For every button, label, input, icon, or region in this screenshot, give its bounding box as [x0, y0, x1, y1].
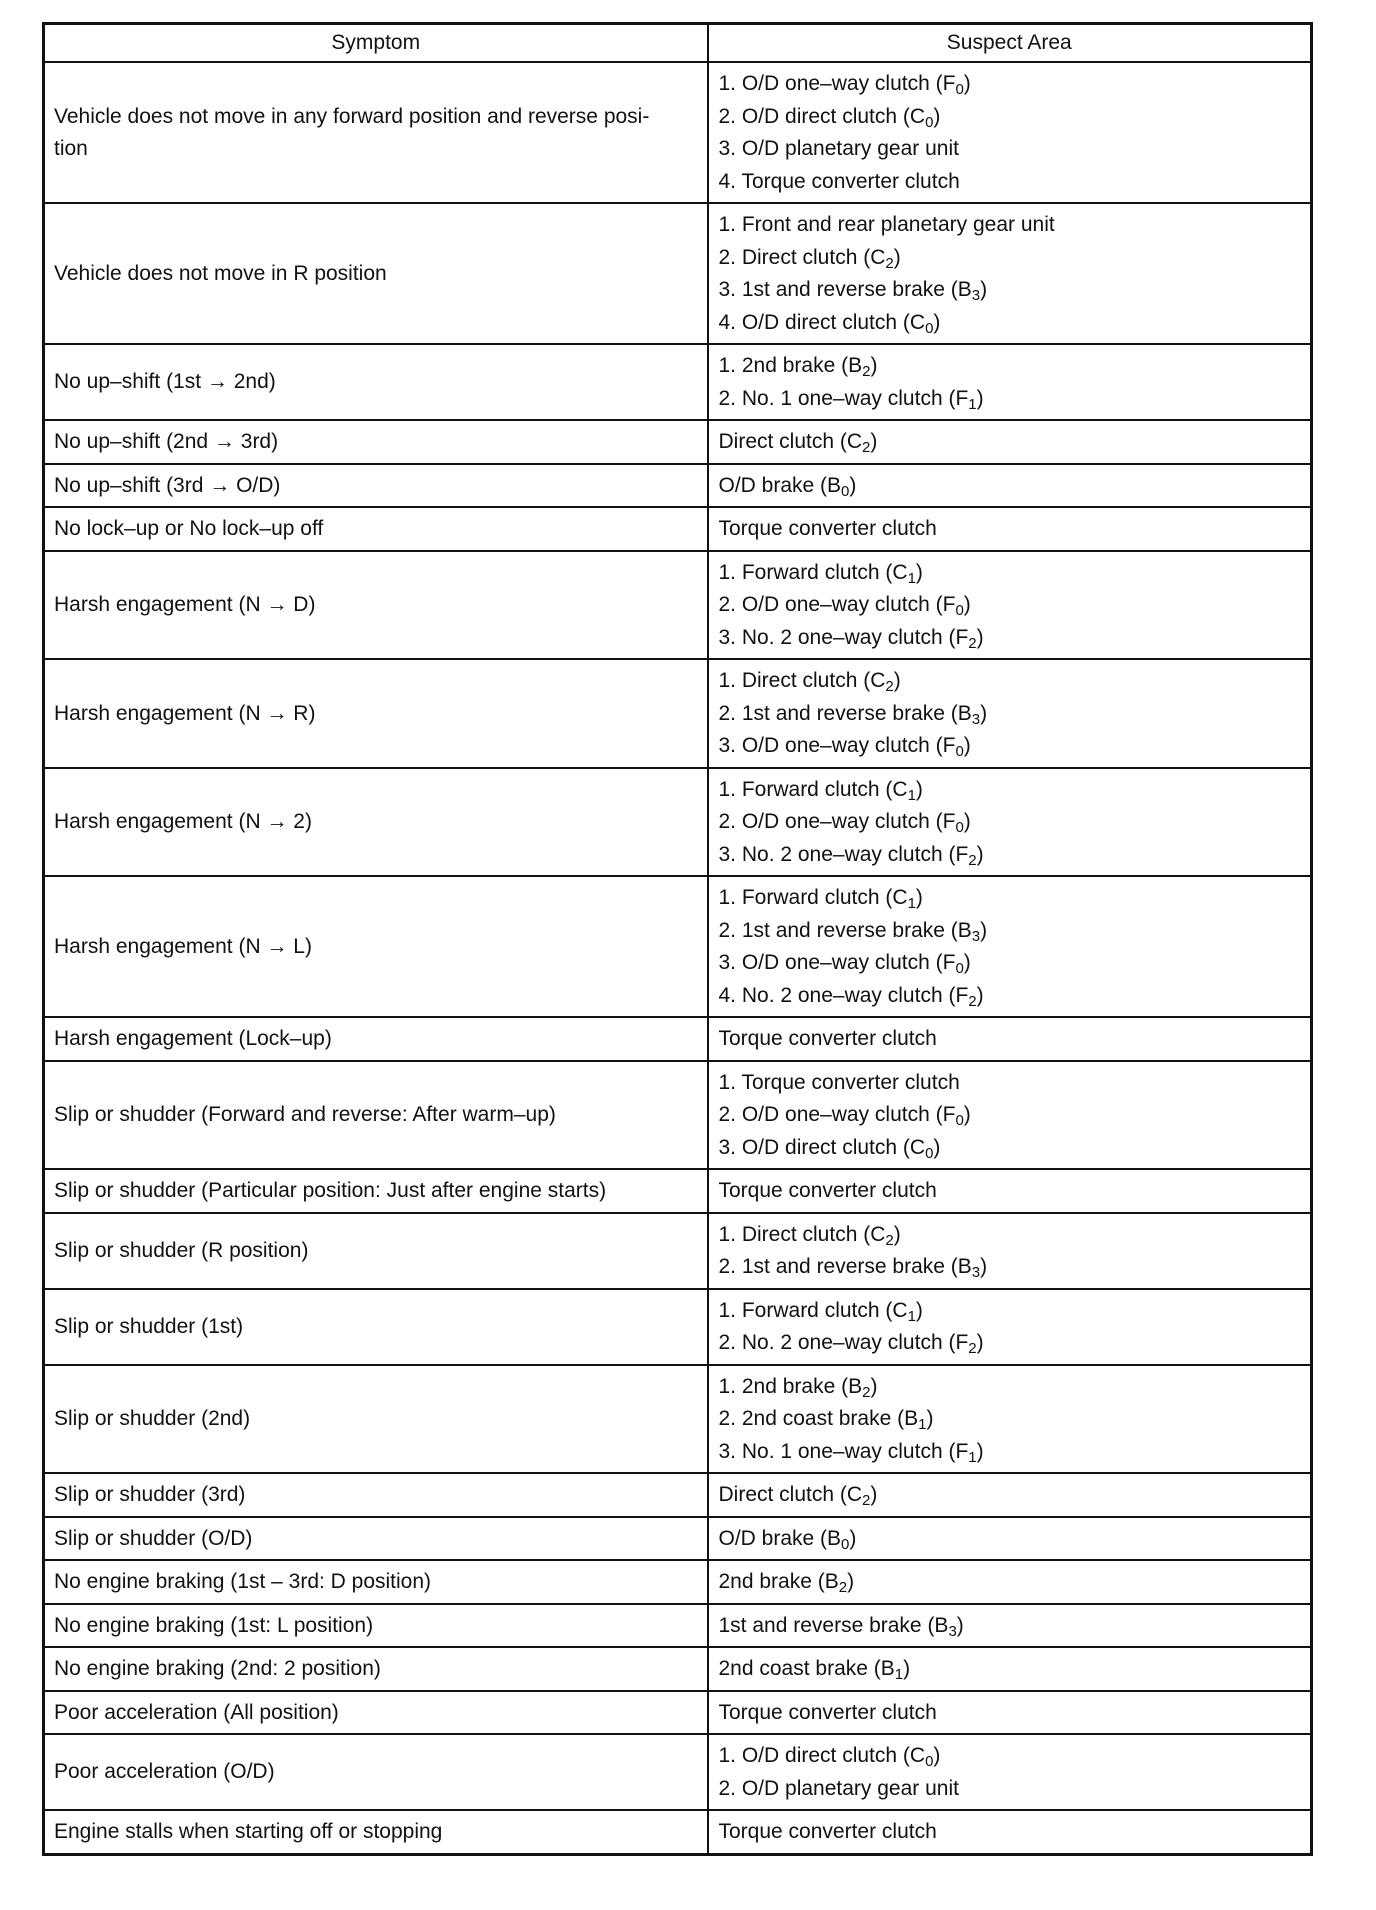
table-row — [44, 1517, 1312, 1561]
suspect-area-item: 3. No. 1 one–way clutch $(F_1)$ — [718, 1439, 984, 1466]
suspect-area-item: Torque converter clutch — [718, 517, 937, 540]
suspect-area-item: 1. 2nd brake $(B_2)$ — [718, 1374, 878, 1401]
suspect-area-item: Direct clutch $(C_2)$ — [718, 430, 878, 456]
symptom-cell: No up–shift (2nd → 3rd) — [44, 420, 708, 464]
suspect-area-item: 2. O/D one–way clutch $(F_0)$ — [718, 1103, 971, 1129]
suspect-area-item: O/D brake $(B_0)$ — [718, 473, 857, 500]
suspect-area-item: 2. O/D direct clutch $(C_0)$ — [718, 104, 941, 131]
symptom-cell: Vehicle does not move in any forward position and reverse posi- tion — [44, 62, 708, 203]
table-header-row — [44, 24, 1312, 63]
suspect-area-item: 2. No. 1 one–way clutch $(F_1)$ — [718, 386, 984, 413]
suspect-area-item: 2. 1st and reverse brake $(B_3)$ — [718, 1255, 988, 1281]
symptom-table — [42, 22, 1313, 1856]
table-row — [44, 507, 1312, 551]
table-row — [44, 1810, 1312, 1854]
suspect-area-item: 3. O/D planetary gear unit — [718, 137, 959, 160]
suspect-area-item: 1. Forward clutch $(C_1)$ — [718, 560, 923, 587]
suspect-area-cell — [708, 1734, 1312, 1810]
table-row — [44, 1604, 1312, 1648]
symptom-cell: Slip or shudder (Particular position: Just after engine starts) — [44, 1169, 708, 1213]
suspect-area-cell — [708, 1473, 1312, 1517]
suspect-area-item: 4. No. 2 one–way clutch $(F_2)$ — [718, 983, 984, 1010]
table-row — [44, 203, 1312, 344]
suspect-area-cell — [708, 1213, 1312, 1289]
symptom-cell: Slip or shudder (1st) — [44, 1289, 708, 1365]
suspect-area-item: 2nd coast brake $(B_1)$ — [718, 1657, 911, 1683]
table-row — [44, 344, 1312, 420]
symptom-cell: Vehicle does not move in R position — [44, 203, 708, 344]
suspect-area-cell — [708, 1169, 1312, 1213]
suspect-area-item: Torque converter clutch — [718, 1820, 937, 1843]
suspect-area-item: 3. O/D direct clutch $(C_0)$ — [718, 1135, 941, 1162]
symptom-cell: No engine braking (2nd: 2 position) — [44, 1647, 708, 1691]
symptom-cell: Slip or shudder (O/D) — [44, 1517, 708, 1561]
suspect-area-item: Torque converter clutch — [718, 1027, 937, 1050]
suspect-area-cell — [708, 659, 1312, 768]
suspect-area-cell — [708, 1647, 1312, 1691]
suspect-area-cell — [708, 768, 1312, 877]
symptom-cell: No up–shift (1st → 2nd) — [44, 344, 708, 420]
suspect-area-item: Torque converter clutch — [718, 1179, 937, 1202]
suspect-area-item: 2. 1st and reverse brake $(B_3)$ — [718, 918, 988, 945]
table-row — [44, 768, 1312, 877]
suspect-area-cell — [708, 1365, 1312, 1474]
suspect-area-item: 2. O/D one–way clutch $(F_0)$ — [718, 593, 971, 619]
table-row — [44, 1365, 1312, 1474]
suspect-area-item: 3. No. 2 one–way clutch $(F_2)$ — [718, 842, 984, 869]
symptom-cell: Harsh engagement (N → R) — [44, 659, 708, 768]
symptom-cell: Slip or shudder (R position) — [44, 1213, 708, 1289]
table-row — [44, 1647, 1312, 1691]
suspect-area-item: 1. O/D one–way clutch $(F_0)$ — [718, 72, 971, 98]
symptom-cell: No engine braking (1st – 3rd: D position) — [44, 1560, 708, 1604]
suspect-area-cell — [708, 344, 1312, 420]
suspect-area-item: Torque converter clutch — [718, 1700, 937, 1724]
symptom-cell: No up–shift (3rd → O/D) — [44, 464, 708, 508]
symptom-cell: No engine braking (1st: L position) — [44, 1604, 708, 1648]
suspect-area-cell — [708, 1810, 1312, 1854]
suspect-area-cell — [708, 62, 1312, 203]
symptom-column-header: Symptom — [44, 24, 708, 63]
suspect-area-item: 1. Direct clutch $(C_2)$ — [718, 1222, 901, 1249]
symptom-cell: Engine stalls when starting off or stopping — [44, 1810, 708, 1854]
suspect-area-column-header: Suspect Area — [708, 24, 1312, 63]
suspect-area-item: 1. Forward clutch $(C_1)$ — [718, 886, 923, 912]
symptom-cell: Slip or shudder (2nd) — [44, 1365, 708, 1474]
table-row — [44, 1169, 1312, 1213]
suspect-area-cell — [708, 876, 1312, 1017]
suspect-area-cell — [708, 1517, 1312, 1561]
table-row — [44, 876, 1312, 1017]
table-body — [44, 62, 1312, 1854]
suspect-area-item: 3. 1st and reverse brake $(B_3)$ — [718, 278, 988, 304]
suspect-area-cell — [708, 203, 1312, 344]
table-row — [44, 1213, 1312, 1289]
suspect-area-item: 1. Torque converter clutch — [718, 1070, 960, 1094]
symptom-cell: No lock–up or No lock–up off — [44, 507, 708, 551]
symptom-cell: Harsh engagement (N → D) — [44, 551, 708, 660]
suspect-area-cell — [708, 1289, 1312, 1365]
suspect-area-item: 1. Forward clutch $(C_1)$ — [718, 1298, 923, 1325]
symptom-cell: Harsh engagement (Lock–up) — [44, 1017, 708, 1061]
suspect-area-cell — [708, 1604, 1312, 1648]
suspect-area-item: 1. Forward clutch $(C_1)$ — [718, 777, 923, 804]
symptom-cell: Harsh engagement (N → L) — [44, 876, 708, 1017]
symptom-cell: Slip or shudder (3rd) — [44, 1473, 708, 1517]
suspect-area-cell — [708, 1061, 1312, 1170]
symptom-cell: Harsh engagement (N → 2) — [44, 768, 708, 877]
suspect-area-cell — [708, 551, 1312, 660]
diagnosis-sheet — [42, 22, 1310, 1856]
suspect-area-item: Direct clutch $(C_2)$ — [718, 1483, 878, 1509]
suspect-area-item: 1. 2nd brake $(B_2)$ — [718, 354, 878, 380]
suspect-area-item: 1st and reverse brake $(B_3)$ — [718, 1613, 964, 1640]
suspect-area-cell — [708, 507, 1312, 551]
table-row — [44, 1473, 1312, 1517]
suspect-area-item: 4. O/D direct clutch $(C_0)$ — [718, 310, 941, 337]
table-row — [44, 1691, 1312, 1735]
suspect-area-item: 3. O/D one–way clutch $(F_0)$ — [718, 734, 971, 760]
table-row — [44, 659, 1312, 768]
suspect-area-item: 1. Front and rear planetary gear unit — [718, 213, 1055, 236]
table-row — [44, 1289, 1312, 1365]
suspect-area-item: 2. No. 2 one–way clutch $(F_2)$ — [718, 1331, 984, 1357]
table-row — [44, 464, 1312, 508]
suspect-area-item: 3. O/D one–way clutch $(F_0)$ — [718, 951, 971, 977]
table-row — [44, 62, 1312, 203]
symptom-cell: Poor acceleration (O/D) — [44, 1734, 708, 1810]
table-row — [44, 420, 1312, 464]
table-row — [44, 1061, 1312, 1170]
suspect-area-item: O/D brake $(B_0)$ — [718, 1526, 857, 1553]
suspect-area-item: 2. O/D planetary gear unit — [718, 1776, 959, 1800]
suspect-area-item: 2. Direct clutch $(C_2)$ — [718, 245, 901, 272]
suspect-area-cell — [708, 464, 1312, 508]
table-row — [44, 551, 1312, 660]
table-row — [44, 1734, 1312, 1810]
suspect-area-cell — [708, 1691, 1312, 1735]
suspect-area-item: 1. O/D direct clutch $(C_0)$ — [718, 1744, 941, 1770]
suspect-area-item: 2nd brake $(B_2)$ — [718, 1570, 855, 1596]
suspect-area-cell — [708, 1017, 1312, 1061]
table-row — [44, 1560, 1312, 1604]
suspect-area-item: 3. No. 2 one–way clutch $(F_2)$ — [718, 625, 984, 652]
suspect-area-item: 1. Direct clutch $(C_2)$ — [718, 669, 901, 695]
suspect-area-cell — [708, 420, 1312, 464]
suspect-area-item: 4. Torque converter clutch — [718, 169, 960, 193]
suspect-area-cell — [708, 1560, 1312, 1604]
suspect-area-item: 2. 1st and reverse brake $(B_3)$ — [718, 701, 988, 728]
table-row — [44, 1017, 1312, 1061]
symptom-cell: Slip or shudder (Forward and reverse: After warm–up) — [44, 1061, 708, 1170]
suspect-area-item: 2. O/D one–way clutch $(F_0)$ — [718, 810, 971, 836]
symptom-cell: Poor acceleration (All position) — [44, 1691, 708, 1735]
suspect-area-item: 2. 2nd coast brake $(B_1)$ — [718, 1407, 934, 1433]
